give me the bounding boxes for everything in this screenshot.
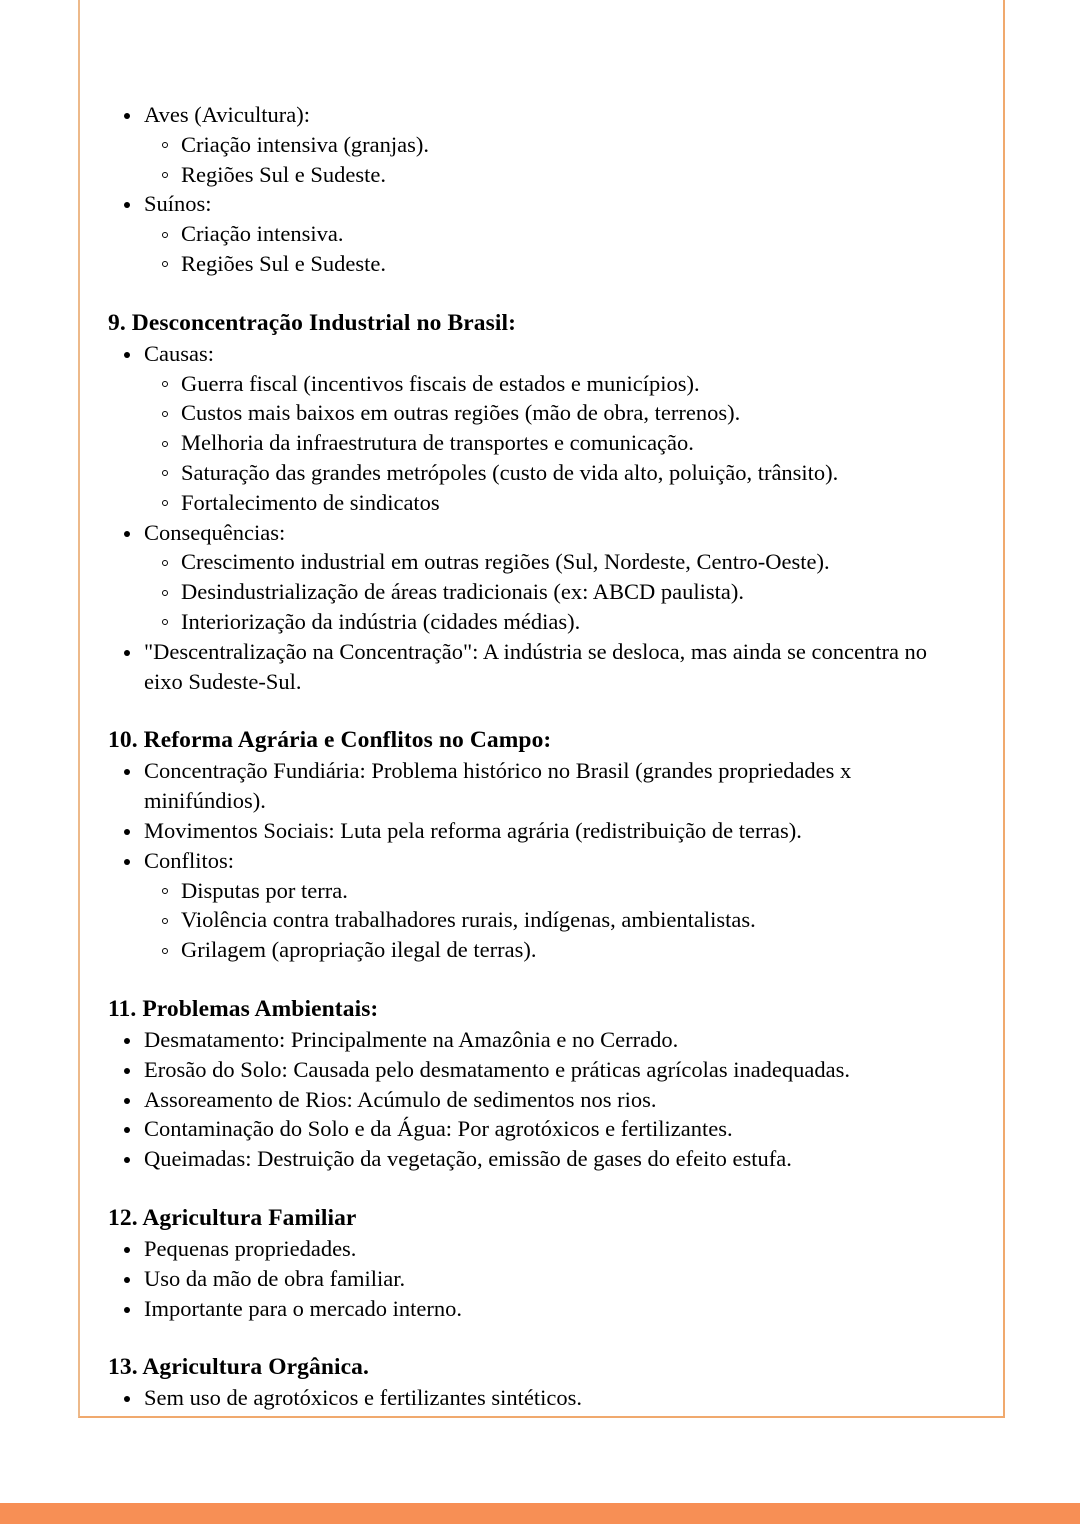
- list-item: Causas:: [144, 339, 934, 369]
- list-item: Erosão do Solo: Causada pelo desmatamento e práticas agrícolas inadequadas.: [144, 1055, 934, 1085]
- document-section: [0, 1203, 1080, 1323]
- section-spacer: [0, 1174, 1080, 1203]
- list-item: Aves (Avicultura):: [144, 100, 934, 130]
- bullet-list: [0, 1234, 1080, 1323]
- list-item: Desmatamento: Principalmente na Amazônia e no Cerrado.: [144, 1025, 934, 1055]
- section-spacer: [0, 965, 1080, 994]
- bullet-list: [0, 1383, 1080, 1413]
- footer-accent-bar: [0, 1503, 1080, 1524]
- document-section: [0, 994, 1080, 1174]
- section-heading: 12. Agricultura Familiar: [108, 1204, 357, 1231]
- list-item: Conflitos:: [144, 846, 934, 876]
- section-heading: 11. Problemas Ambientais:: [108, 995, 379, 1022]
- list-item: Consequências:: [144, 518, 934, 548]
- list-item: Queimadas: Destruição da vegetação, emissão de gases do efeito estufa.: [144, 1144, 934, 1174]
- list-item: Uso da mão de obra familiar.: [144, 1264, 934, 1294]
- sub-list-item: Saturação das grandes metrópoles (custo de vida alto, poluição, trânsito).: [181, 458, 941, 488]
- sub-list-item: Criação intensiva (granjas).: [181, 130, 941, 160]
- section-heading: 10. Reforma Agrária e Conflitos no Campo:: [108, 727, 552, 754]
- list-item: Concentração Fundiária: Problema histórico no Brasil (grandes propriedades x minifúndios).: [144, 756, 934, 816]
- sub-list-item: Disputas por terra.: [181, 876, 941, 906]
- sub-list-item: Crescimento industrial em outras regiões (Sul, Nordeste, Centro-Oeste).: [181, 547, 941, 577]
- sub-list-item: Regiões Sul e Sudeste.: [181, 249, 941, 279]
- document-section: [0, 1352, 1080, 1413]
- sub-list-item: Regiões Sul e Sudeste.: [181, 160, 941, 190]
- section-heading: 13. Agricultura Orgânica.: [108, 1354, 369, 1381]
- sub-list-item: Interiorização da indústria (cidades médias).: [181, 607, 941, 637]
- list-item: Contaminação do Solo e da Água: Por agrotóxicos e fertilizantes.: [144, 1114, 934, 1144]
- bullet-list: [0, 100, 1080, 279]
- section-spacer: [0, 279, 1080, 308]
- sub-list-item: Desindustrialização de áreas tradicionais (ex: ABCD paulista).: [181, 577, 941, 607]
- list-item: Pequenas propriedades.: [144, 1234, 934, 1264]
- sub-list-item: Custos mais baixos em outras regiões (mão de obra, terrenos).: [181, 398, 941, 428]
- bullet-list: [0, 339, 1080, 697]
- list-item: Movimentos Sociais: Luta pela reforma agrária (redistribuição de terras).: [144, 816, 934, 846]
- sub-list-item: Grilagem (apropriação ilegal de terras).: [181, 935, 941, 965]
- sub-list-item: Guerra fiscal (incentivos fiscais de estados e municípios).: [181, 369, 941, 399]
- sub-list-item: Fortalecimento de sindicatos: [181, 488, 941, 518]
- sub-list-item: Violência contra trabalhadores rurais, indígenas, ambientalistas.: [181, 905, 941, 935]
- section-spacer: [0, 696, 1080, 725]
- list-item: Assoreamento de Rios: Acúmulo de sedimentos nos rios.: [144, 1085, 934, 1115]
- list-item: Sem uso de agrotóxicos e fertilizantes sintéticos.: [144, 1383, 934, 1413]
- document-list-block: [0, 100, 1080, 279]
- section-heading: 9. Desconcentração Industrial no Brasil:: [108, 309, 517, 336]
- sub-list-item: Melhoria da infraestrutura de transportes e comunicação.: [181, 428, 941, 458]
- document-section: [0, 308, 1080, 697]
- document-section: [0, 725, 1080, 965]
- section-spacer: [0, 1323, 1080, 1352]
- list-item: "Descentralização na Concentração": A indústria se desloca, mas ainda se concentra no eixo Sudeste-Sul.: [144, 637, 934, 697]
- list-item: Importante para o mercado interno.: [144, 1294, 934, 1324]
- list-item: Suínos:: [144, 189, 934, 219]
- bullet-list: [0, 1025, 1080, 1174]
- sub-list-item: Criação intensiva.: [181, 219, 941, 249]
- bullet-list: [0, 756, 1080, 965]
